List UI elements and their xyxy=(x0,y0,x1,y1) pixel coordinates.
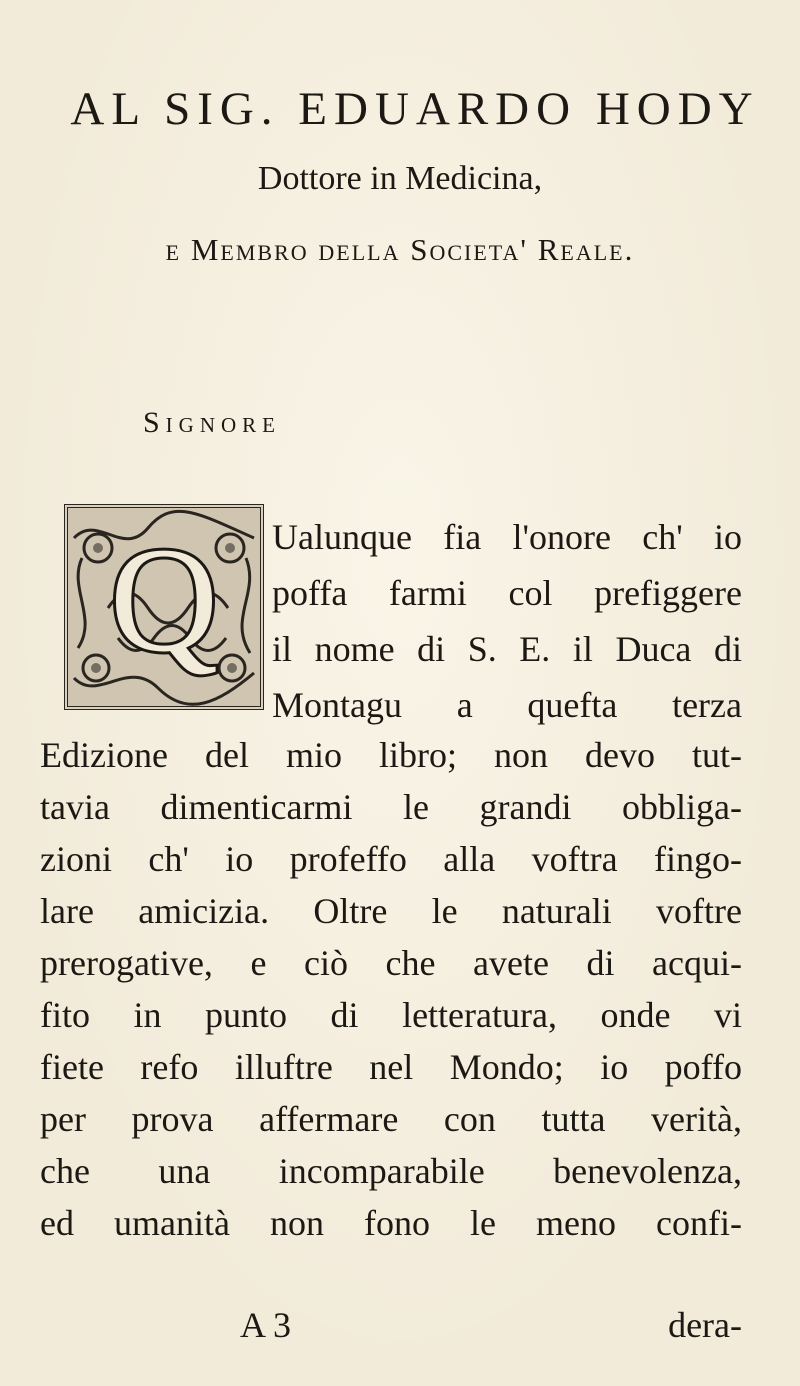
catchword: dera- xyxy=(668,1305,742,1345)
body-line-5: Edizione del mio libro; non devo tut- xyxy=(40,735,742,775)
body-line-7: zioni ch' io profeffo alla voftra fingo- xyxy=(40,839,742,879)
body-line-9: prerogative, e ciò che avete di acqui- xyxy=(40,943,742,983)
body-line-2: poffa farmi col prefiggere xyxy=(272,573,742,613)
body-line-12: per prova affermare con tutta verità, xyxy=(40,1099,742,1139)
salutation: Signore xyxy=(143,406,282,439)
body-line-10: fito in punto di letteratura, onde vi xyxy=(40,995,742,1035)
page-footer xyxy=(40,1300,742,1350)
decorated-initial xyxy=(64,504,264,710)
body-line-8: lare amicizia. Oltre le naturali voftre xyxy=(40,891,742,931)
recipient-membership: e Membro della Societa' Reale. xyxy=(165,232,635,267)
body-line-11: fiete refo illuftre nel Mondo; io poffo xyxy=(40,1047,742,1087)
recipient-title: Dottore in Medicina, xyxy=(257,160,543,197)
initial-q: Q xyxy=(109,517,219,683)
body-line-4: Montagu a quefta terza xyxy=(272,685,742,725)
body-line-13: che una incomparabile benevolenza, xyxy=(40,1151,742,1191)
ornament-icon xyxy=(68,508,260,706)
signature-mark: A 3 xyxy=(240,1305,292,1345)
body-line-6: tavia dimenticarmi le grandi obbliga- xyxy=(40,787,742,827)
body-line-3: il nome di S. E. il Duca di xyxy=(272,629,742,669)
dedication-heading: AL SIG. EDUARDO HODY xyxy=(70,83,760,135)
body-line-1: Ualunque fia l'onore ch' io xyxy=(272,517,742,557)
body-line-14: ed umanità non fono le meno confi- xyxy=(40,1203,742,1243)
